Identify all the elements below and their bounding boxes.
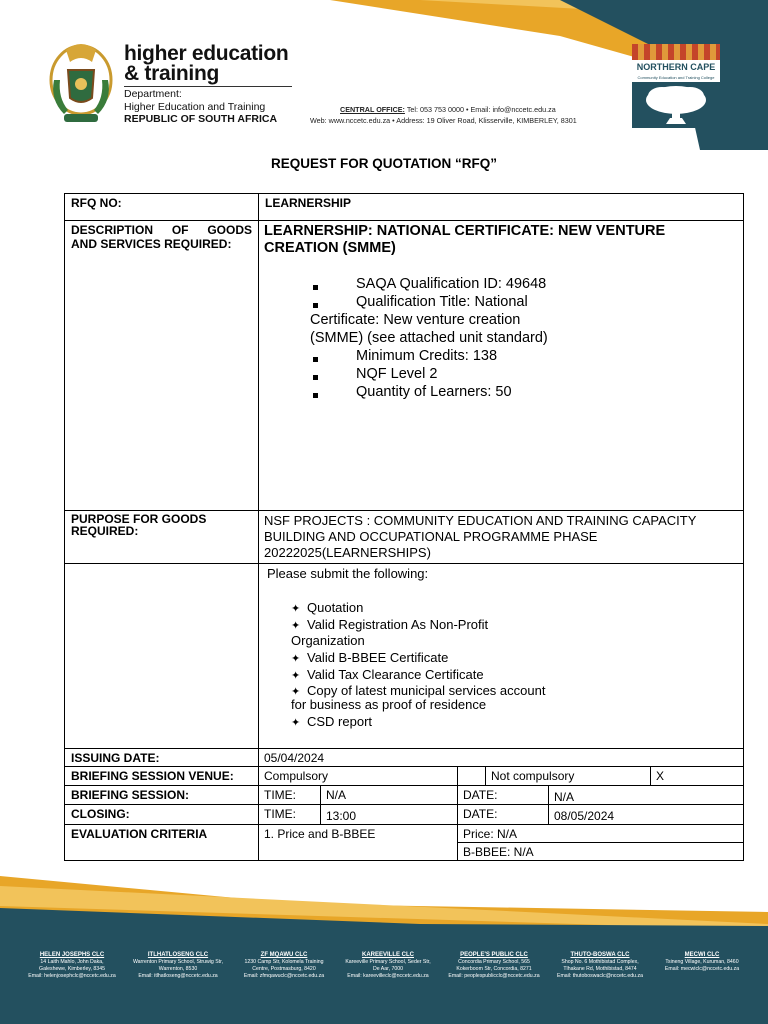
evaluation-price: Price: N/A	[457, 824, 744, 843]
star-bullet-icon: ✦	[291, 717, 301, 729]
rfq-no-value: LEARNERSHIP	[258, 193, 744, 221]
desc-item-4: NQF Level 2	[356, 366, 438, 382]
purpose-line-1: NSF PROJECTS : COMMUNITY EDUCATION AND TRAINING CAPACITY	[264, 513, 697, 528]
department-title-line2: & training	[124, 62, 219, 85]
briefing-date-label: DATE:	[457, 785, 549, 805]
desc-item-2: Qualification Title: National	[356, 294, 528, 310]
submit-label-empty	[64, 563, 259, 749]
bullet-square-icon	[313, 285, 318, 290]
bullet-square-icon	[313, 357, 318, 362]
desc-item-3: Minimum Credits: 138	[356, 348, 498, 364]
tree-icon	[632, 82, 720, 128]
desc-item-2-cont-2: (SMME) (see attached unit standard)	[310, 330, 548, 346]
description-value	[258, 220, 744, 511]
college-subtitle: Community Education and Training College	[632, 74, 720, 82]
purpose-line-2: BUILDING AND OCCUPATIONAL PROGRAMME PHASE	[264, 529, 598, 544]
submit-item-5: ✦ Copy of latest municipal services account	[291, 683, 546, 698]
purpose-label-line2: REQUIRED:	[71, 524, 139, 538]
description-label-line1: DESCRIPTION OF GOODS	[71, 223, 252, 237]
clc-mecwi: MECWI CLC Tsineng Village, Kuruman, 8460 Email: mecwiclc@nccetc.edu.za	[664, 952, 740, 972]
desc-item-1: SAQA Qualification ID: 49648	[356, 276, 547, 292]
venue-compulsory-checkbox	[457, 766, 486, 786]
venue-not-compulsory: Not compulsory	[485, 766, 651, 786]
evaluation-label: EVALUATION CRITERIA	[64, 824, 259, 861]
desc-item-2-cont-1: Certificate: New venture creation	[310, 312, 521, 328]
central-office-contact	[310, 104, 577, 126]
contact-line-1: Tel: 053 753 0000 • Email: info@nccetc.edu.za	[406, 105, 556, 114]
star-bullet-icon: ✦	[291, 620, 301, 632]
clc-peoples-public: PEOPLE'S PUBLIC CLC Concordia Primary School, 565 Kokerboom Str, Concordia, 8271 Email: peoplespublicclc@nccetc.edu.za	[448, 952, 540, 979]
issuing-date-value: 05/04/2024	[258, 748, 744, 767]
bullet-square-icon	[313, 303, 318, 308]
description-heading-line2: CREATION (SMME)	[264, 240, 396, 256]
closing-label: CLOSING:	[64, 804, 259, 825]
title-divider	[124, 86, 292, 87]
desc-item-5: Quantity of Learners: 50	[356, 384, 512, 400]
submit-item-6: ✦ CSD report	[291, 714, 373, 729]
footer-decoration	[0, 866, 768, 1024]
star-bullet-icon: ✦	[291, 603, 301, 615]
closing-time-label: TIME:	[258, 804, 321, 825]
description-heading	[264, 223, 665, 257]
clc-thuto-boswa: THUTO-BOSWA CLC Shop No. 6 Mothibistad Complex, Tlhakane Rd, Mothibistad, 8474 Email: thutoboswaclc@nccetc.edu.za	[556, 952, 643, 979]
contact-line-2: Web: www.nccetc.edu.za • Address: 19 Oliver Road, Klisserville, KIMBERLEY, 8301	[310, 116, 577, 125]
submit-item-2-cont: Organization	[291, 633, 365, 648]
college-logo	[632, 44, 720, 128]
purpose-label	[64, 510, 259, 564]
closing-date-label: DATE:	[457, 804, 549, 825]
contact-label: CENTRAL OFFICE:	[340, 105, 405, 114]
clc-helen-josephs: HELEN JOSEPHS CLC 14 Laith Mahlo, John Daka, Galeshewe, Kimberley, 8345 Email: helenjosephclc@nccetc.edu.za	[28, 952, 116, 979]
description-label-line2: AND SERVICES REQUIRED:	[71, 237, 232, 251]
clc-itlhatloseng: ITLHATLOSENG CLC Warrenton Primary School, Struwig Str, Warrenton, 8530 Email: itlhatloseng@nccetc.edu.za	[132, 952, 224, 979]
briefing-date-value: N/A	[548, 785, 744, 805]
submit-item-2: ✦ Valid Registration As Non-Profit	[291, 617, 489, 632]
submit-item-1: ✦ Quotation	[291, 600, 364, 615]
purpose-label-line1: PURPOSE FOR GOODS	[71, 512, 207, 526]
department-title-line1: higher education	[124, 42, 289, 65]
department-line-3: REPUBLIC OF SOUTH AFRICA	[124, 113, 278, 125]
evaluation-value: 1. Price and B-BBEE	[258, 824, 458, 861]
coat-of-arms-icon	[46, 40, 116, 128]
submit-item-4: ✦ Valid Tax Clearance Certificate	[291, 667, 484, 682]
briefing-time-label: TIME:	[258, 785, 321, 805]
department-line-1: Department:	[124, 88, 182, 100]
clc-zf-mqawu: ZF MQAWU CLC 1230 Camp Str, Kolomela Training Centre, Postmasburg, 8420 Email: zfmqawuclc@nccetc.edu.za	[243, 952, 325, 979]
star-bullet-icon: ✦	[291, 686, 301, 698]
bullet-square-icon	[313, 393, 318, 398]
page-title: REQUEST FOR QUOTATION “RFQ”	[271, 156, 497, 171]
evaluation-bbbee: B-BBEE: N/A	[457, 842, 744, 861]
submit-intro: Please submit the following:	[267, 566, 429, 581]
venue-not-compulsory-mark: X	[650, 766, 744, 786]
purpose-line-3: 20222025(LEARNERSHIPS)	[264, 545, 431, 560]
department-subtitle	[124, 88, 277, 126]
clc-kareeville: KAREEVILLE CLC Kareeville Primary School, Seder Str, De Aar, 7000 Email: kareevilleclc@nccetc.edu.za	[345, 952, 431, 979]
star-bullet-icon: ✦	[291, 653, 301, 665]
bullet-square-icon	[313, 375, 318, 380]
purpose-value	[258, 510, 744, 564]
submit-value	[258, 563, 744, 749]
briefing-label: BRIEFING SESSION:	[64, 785, 259, 805]
venue-compulsory: Compulsory	[258, 766, 458, 786]
submit-item-5-cont: for business as proof of residence	[291, 697, 487, 712]
closing-date-value: 08/05/2024	[548, 804, 744, 825]
briefing-time-value: N/A	[320, 785, 458, 805]
submit-item-3: ✦ Valid B-BBEE Certificate	[291, 650, 449, 665]
rfq-no-label: RFQ NO:	[64, 193, 259, 221]
description-heading-line1: LEARNERSHIP: NATIONAL CERTIFICATE: NEW VENTURE	[264, 223, 666, 239]
description-label	[64, 220, 259, 511]
closing-time-value: 13:00	[320, 804, 458, 825]
department-line-2: Higher Education and Training	[124, 100, 266, 113]
logo-pattern	[632, 44, 720, 60]
venue-label: BRIEFING SESSION VENUE:	[64, 766, 259, 786]
department-title	[124, 44, 288, 84]
college-name: NORTHERN CAPE	[632, 60, 720, 74]
star-bullet-icon: ✦	[291, 670, 301, 682]
issuing-date-label: ISSUING DATE:	[64, 748, 259, 767]
